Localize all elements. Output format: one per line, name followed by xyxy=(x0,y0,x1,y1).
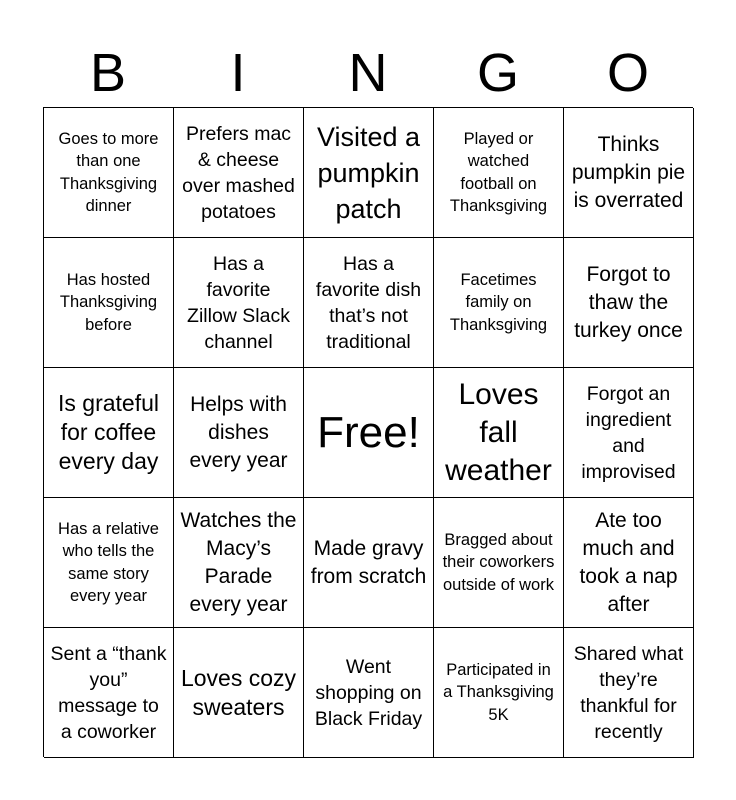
bingo-header xyxy=(43,38,693,108)
bingo-square[interactable] xyxy=(564,498,694,628)
header-letter-g: G xyxy=(476,43,519,103)
header-letter-b: B xyxy=(89,43,127,103)
bingo-card xyxy=(43,107,693,757)
square-text: Loves fall weather xyxy=(445,377,552,487)
square-text: Watches the Macy’s Parade every year xyxy=(180,508,297,616)
bingo-square[interactable] xyxy=(44,628,174,758)
square-text: Prefers mac & cheese over mashed potatoes xyxy=(182,122,295,223)
header-letter-i: I xyxy=(230,43,246,103)
free-square-text: Free! xyxy=(317,407,420,457)
square-text: Ate too much and took a nap after xyxy=(579,508,678,616)
bingo-square[interactable] xyxy=(44,368,174,498)
bingo-square[interactable] xyxy=(564,368,694,498)
bingo-square[interactable] xyxy=(304,238,434,368)
square-text: Shared what they’re thankful for recently xyxy=(573,642,684,743)
bingo-square[interactable] xyxy=(564,108,694,238)
bingo-square[interactable] xyxy=(174,108,304,238)
bingo-square[interactable] xyxy=(564,628,694,758)
square-text: Forgot to thaw the turkey once xyxy=(574,262,683,342)
square-text: Loves cozy sweaters xyxy=(180,664,297,720)
bingo-square[interactable] xyxy=(434,368,564,498)
header-letter-o: O xyxy=(606,43,649,103)
square-text: Thinks pumpkin pie is overrated xyxy=(571,132,686,212)
bingo-square[interactable] xyxy=(304,628,434,758)
bingo-square[interactable] xyxy=(564,238,694,368)
square-text: Is grateful for coffee every day xyxy=(58,390,159,474)
square-text: Has hosted Thanksgiving before xyxy=(59,270,158,334)
bingo-square[interactable] xyxy=(174,238,304,368)
square-text: Has a favorite dish that’s not traditional xyxy=(315,252,422,353)
free-square[interactable] xyxy=(304,368,434,498)
bingo-square[interactable] xyxy=(44,498,174,628)
square-text: Participated in a Thanksgiving 5K xyxy=(443,660,554,724)
bingo-square[interactable] xyxy=(434,238,564,368)
square-text: Sent a “thank you” message to a coworker xyxy=(50,642,167,743)
square-text: Forgot an ingredient and improvised xyxy=(581,382,676,483)
bingo-square[interactable] xyxy=(434,498,564,628)
square-text: Went shopping on Black Friday xyxy=(314,655,423,730)
square-text: Bragged about their coworkers outside of work xyxy=(442,530,555,594)
square-text: Facetimes family on Thanksgiving xyxy=(449,270,548,334)
square-text: Has a relative who tells the same story every year xyxy=(58,519,159,605)
square-text: Goes to more than one Thanksgiving dinner xyxy=(58,129,159,215)
bingo-square[interactable] xyxy=(174,368,304,498)
bingo-square[interactable] xyxy=(304,108,434,238)
square-text: Helps with dishes every year xyxy=(189,392,288,472)
bingo-square[interactable] xyxy=(44,238,174,368)
square-text: Made gravy from scratch xyxy=(310,536,427,588)
bingo-square[interactable] xyxy=(304,498,434,628)
bingo-square[interactable] xyxy=(174,498,304,628)
bingo-square[interactable] xyxy=(434,108,564,238)
bingo-square[interactable] xyxy=(174,628,304,758)
bingo-square[interactable] xyxy=(44,108,174,238)
header-letter-n: N xyxy=(348,43,388,103)
square-text: Visited a pumpkin patch xyxy=(316,121,421,224)
square-text: Has a favorite Zillow Slack channel xyxy=(187,252,290,353)
bingo-square[interactable] xyxy=(434,628,564,758)
square-text: Played or watched football on Thanksgiving xyxy=(449,129,548,215)
